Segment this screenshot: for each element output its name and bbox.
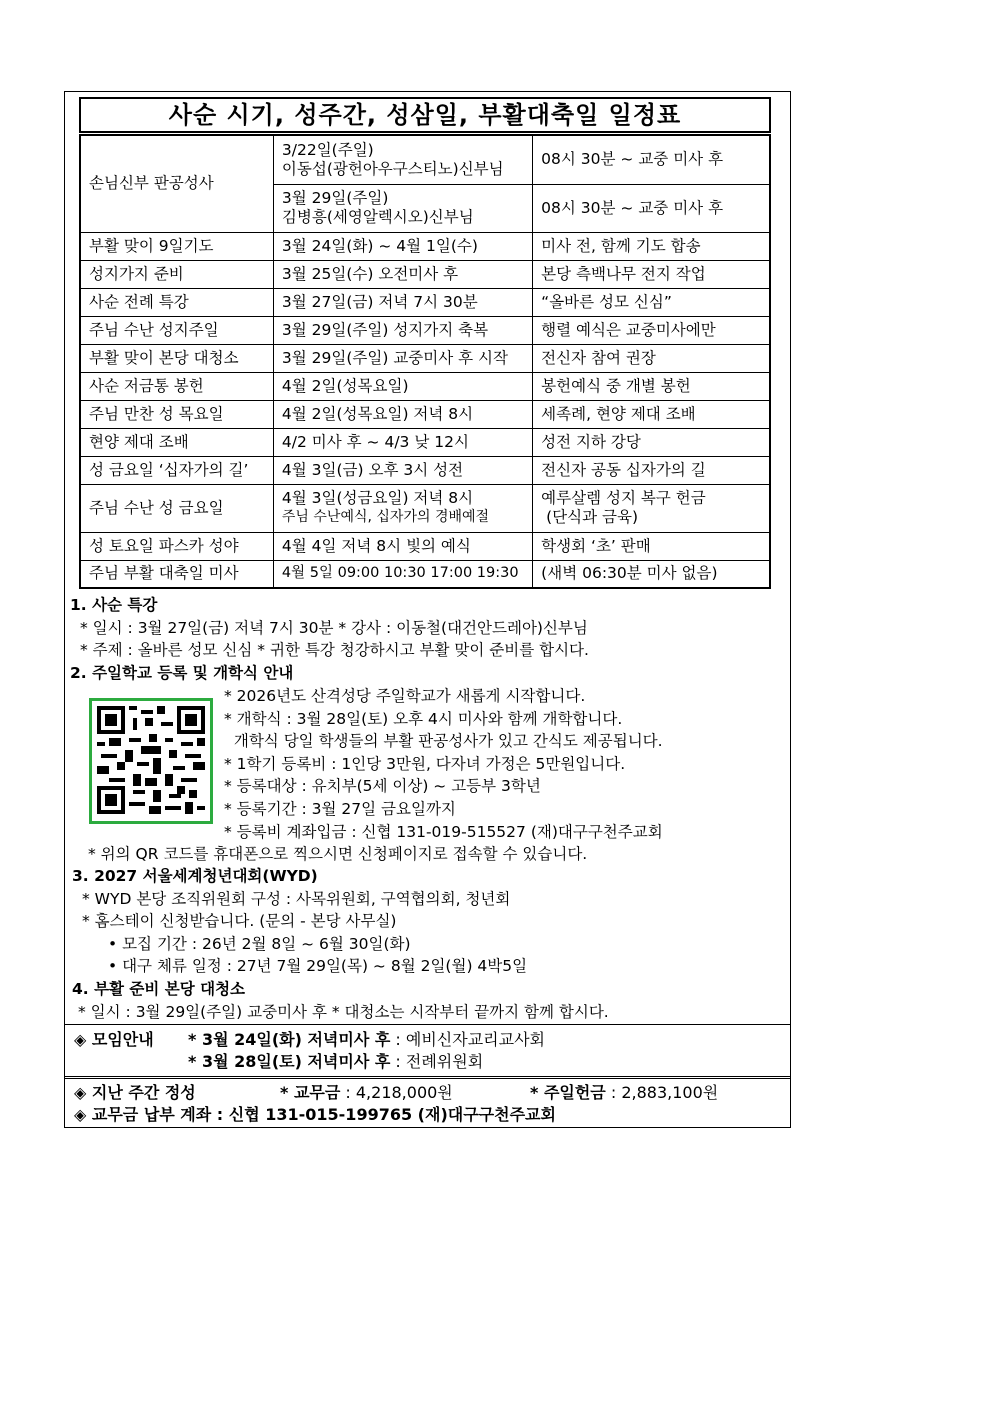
section-line: * 2026년도 산격성당 주일학교가 새롭게 시작합니다.: [224, 687, 586, 705]
section-line: * 일시 : 3월 29일(주일) 교중미사 후 * 대청소는 시작부터 끝까지 함께 합시다.: [78, 1002, 609, 1021]
event-note: 세족례, 현양 제대 조배: [533, 400, 770, 428]
section-line: * 개학식 : 3월 28일(토) 오후 4시 미사와 함께 개학합니다.: [224, 709, 623, 728]
event-note: “올바른 성모 신심”: [533, 288, 770, 316]
meeting-box: [64, 1024, 791, 1076]
table-row: [80, 400, 770, 428]
event-name: 주님 수난 성지주일: [80, 316, 273, 344]
table-row: [80, 316, 770, 344]
event-date: 4월 2일(성목요일): [273, 372, 532, 400]
section-line: * WYD 본당 조직위원회 구성 : 사목위원회, 구역협의회, 청년회: [82, 889, 511, 908]
event-note: 예루살렘 성지 복구 헌금 (단식과 금육): [533, 484, 770, 532]
offering-item: * 주일헌금 : 2,883,100원: [530, 1083, 719, 1102]
section-heading: 1. 사순 특강: [70, 596, 158, 614]
event-name: 성 토요일 파스카 성야: [80, 532, 273, 560]
event-name: 부활 맞이 9일기도: [80, 232, 273, 260]
table-row: [80, 232, 770, 260]
event-name: 손님신부 판공성사: [80, 135, 273, 232]
section-line: * 등록대상 : 유치부(5세 이상) ~ 고등부 3학년: [224, 777, 541, 796]
table-row: [80, 288, 770, 316]
event-name: 부활 맞이 본당 대청소: [80, 344, 273, 372]
event-date: 4월 4일 저녁 8시 빛의 예식: [273, 532, 532, 560]
event-date: 3월 29일(주일) 교중미사 후 시작: [273, 344, 532, 372]
event-date: 3/22일(주일) 이동섭(광헌아우구스티노)신부님: [273, 135, 532, 184]
event-note: 미사 전, 함께 기도 합송: [533, 232, 770, 260]
table-row: [80, 344, 770, 372]
event-note: 봉헌예식 중 개별 봉헌: [533, 372, 770, 400]
meeting-item: * 3월 28일(토) 저녁미사 후 : 전례위원회: [188, 1052, 484, 1071]
event-note: 학생회 ‘초’ 판매: [533, 532, 770, 560]
qr-code-icon: [97, 706, 205, 814]
section-line: * 등록기간 : 3월 27일 금요일까지: [224, 799, 456, 818]
sunday-school-details: [224, 685, 784, 843]
table-row: [80, 532, 770, 560]
section-heading: 3. 2027 서울세계청년대회(WYD): [72, 867, 318, 885]
offering-label: ◈ 지난 주간 정성: [74, 1083, 196, 1102]
section-line: * 홈스테이 신청받습니다. (문의 - 본당 사무실): [82, 912, 397, 931]
table-row: [80, 260, 770, 288]
section-line: * 일시 : 3월 27일(금) 저녁 7시 30분 * 강사 : 이동철(대건안드레아)신부님: [80, 618, 588, 637]
event-name: 사순 전례 특강: [80, 288, 273, 316]
event-name: 주님 부활 대축일 미사: [80, 560, 273, 588]
meeting-item: * 3월 24일(화) 저녁미사 후 : 예비신자교리교사회: [188, 1030, 545, 1049]
event-note: 전신자 참여 권장: [533, 344, 770, 372]
meeting-label: ◈ 모임안내: [74, 1030, 154, 1049]
table-row: [80, 560, 770, 588]
event-note: 성전 지하 강당: [533, 428, 770, 456]
account-line: ◈ 교무금 납부 계좌 : 신협 131-015-199765 (재)대구구천주교회: [74, 1105, 556, 1124]
event-note: (새벽 06:30분 미사 없음): [533, 560, 770, 588]
event-date: 3월 29일(주일) 성지가지 축복: [273, 316, 532, 344]
section-line: * 등록비 계좌입금 : 신협 131-019-515527 (재)대구구천주교회: [224, 822, 663, 841]
event-note: 본당 측백나무 전지 작업: [533, 260, 770, 288]
section-line: * 1학기 등록비 : 1인당 3만원, 다자녀 가정은 5만원입니다.: [224, 754, 626, 773]
schedule-table: [79, 134, 771, 589]
section-heading: 2. 주일학교 등록 및 개학식 안내: [70, 664, 294, 682]
event-name: 주님 수난 성 금요일: [80, 484, 273, 532]
event-note: 행렬 예식은 교중미사에만: [533, 316, 770, 344]
event-date: 4/2 미사 후 ~ 4/3 낮 12시: [273, 428, 532, 456]
section-line: * 위의 QR 코드를 휴대폰으로 찍으시면 신청페이지로 접속할 수 있습니다.: [88, 845, 588, 863]
section-line: • 대구 체류 일정 : 27년 7월 29일(목) ~ 8월 2일(월) 4박5일: [108, 957, 528, 976]
event-name: 성 금요일 ‘십자가의 길’: [80, 456, 273, 484]
offering-box: [64, 1076, 791, 1128]
section-line: • 모집 기간 : 26년 2월 8일 ~ 6월 30일(화): [108, 934, 411, 953]
event-date: 4월 3일(금) 오후 3시 성전: [273, 456, 532, 484]
event-name: 주님 만찬 성 목요일: [80, 400, 273, 428]
offering-item: * 교무금 : 4,218,000원: [280, 1083, 453, 1102]
event-name: 사순 저금통 봉헌: [80, 372, 273, 400]
table-row: [80, 372, 770, 400]
table-row: [80, 135, 770, 184]
section-wyd: [72, 865, 787, 978]
event-note: 전신자 공동 십자가의 길: [533, 456, 770, 484]
table-row: [80, 484, 770, 532]
event-date: 3월 25일(수) 오전미사 후: [273, 260, 532, 288]
event-date: 3월 29일(주일) 김병흥(세영알렉시오)신부님: [273, 184, 532, 232]
event-note: 08시 30분 ~ 교중 미사 후: [533, 135, 770, 184]
event-date: 3월 24일(화) ~ 4월 1일(수): [273, 232, 532, 260]
section-cleaning: [72, 978, 787, 1023]
event-date: 4월 5일 09:00 10:30 17:00 19:30: [273, 560, 532, 588]
table-row: [80, 428, 770, 456]
table-row: [80, 456, 770, 484]
event-name: 성지가지 준비: [80, 260, 273, 288]
section-lecture: [70, 594, 785, 662]
section-line: 개학식 당일 학생들의 부활 판공성사가 있고 간식도 제공됩니다.: [224, 732, 663, 751]
schedule-title: 사순 시기, 성주간, 성삼일, 부활대축일 일정표: [79, 97, 771, 133]
event-note: 08시 30분 ~ 교중 미사 후: [533, 184, 770, 232]
event-name: 현양 제대 조배: [80, 428, 273, 456]
event-date: 4월 2일(성목요일) 저녁 8시: [273, 400, 532, 428]
section-line: * 주제 : 올바른 성모 신심 * 귀한 특강 청강하시고 부활 맞이 준비를 합시다.: [80, 641, 589, 660]
event-date: 4월 3일(성금요일) 저녁 8시 주님 수난예식, 십자가의 경배예절: [273, 484, 532, 532]
qr-note: [78, 843, 793, 866]
section-heading: 4. 부활 준비 본당 대청소: [72, 980, 246, 998]
event-date: 3월 27일(금) 저녁 7시 30분: [273, 288, 532, 316]
section-sunday-school: [70, 662, 785, 685]
qr-code[interactable]: [89, 698, 213, 824]
